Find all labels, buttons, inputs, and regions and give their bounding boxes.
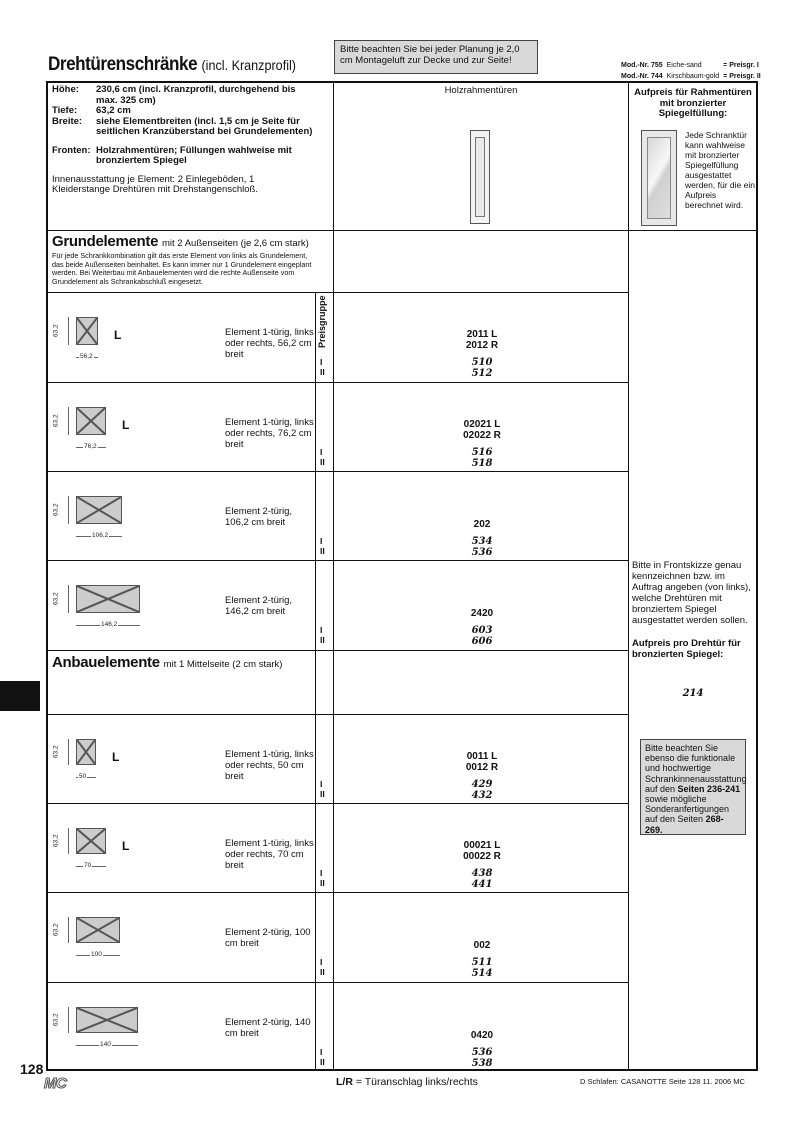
price-value: 512 [471, 368, 493, 379]
mirror-door-illustration [641, 130, 677, 226]
wood-frame-door-illustration [470, 130, 490, 224]
depth-dimension-line [68, 917, 69, 943]
width-dimension-label: 70 [84, 862, 92, 869]
width-dimension-label: 50 [79, 773, 87, 780]
element-description: Element 2-türig, 106,2 cm breit [225, 506, 293, 528]
element-prices [430, 868, 534, 890]
article-code: 2012 R [465, 340, 499, 351]
element-sketch [76, 739, 96, 765]
divider [315, 292, 316, 1070]
depth-dimension-label: 63,2 [52, 834, 60, 848]
element-description: Element 1-türig, links oder rechts, 56,2 cm breit [225, 327, 314, 360]
article-codes [430, 608, 534, 619]
price-group-labels [320, 957, 325, 977]
price-value: 432 [471, 790, 493, 801]
depth-dimension-line [68, 739, 69, 765]
hinge-side-label: L [122, 418, 130, 432]
divider [47, 382, 629, 383]
divider [47, 650, 629, 651]
depth-dimension-label: 63,2 [52, 414, 60, 428]
depth-dimension-line [68, 407, 69, 435]
price-group-labels [320, 357, 325, 377]
element-description: Element 1-türig, links oder rechts, 70 cm breit [225, 838, 314, 871]
price-value: 518 [471, 458, 493, 469]
page-number: 128 [20, 1061, 44, 1077]
hinge-side-label: L [114, 328, 122, 342]
element-sketch [76, 917, 120, 943]
section-heading-grundelemente: Grundelemente mit 2 Außenseiten (je 2,6 cm stark) [52, 233, 309, 250]
page-subtitle: (incl. Kranzprofil) [201, 57, 296, 73]
model-legend: Mod.-Nr. 755 Eiche-sand = Preisgr. I Mod.-Nr. 744 Kirschbaum-gold = Preisgr. II [621, 62, 761, 80]
price-group-heading: Preisgruppe [317, 295, 327, 348]
width-dimension-label: 56,2 [80, 353, 93, 360]
price-value: 606 [471, 636, 493, 647]
article-code: 0420 [470, 1030, 494, 1041]
element-sketch [76, 1007, 138, 1033]
element-description: Element 2-türig, 146,2 cm breit [225, 595, 293, 617]
depth-dimension-line [68, 585, 69, 613]
divider [47, 982, 629, 983]
price-group-label: II [320, 457, 325, 467]
article-code: 0012 R [465, 762, 499, 773]
hinge-side-label: L [122, 839, 130, 853]
element-sketch [76, 496, 122, 524]
element-description: Element 1-türig, links oder rechts, 76,2 cm breit [225, 417, 314, 450]
divider [47, 560, 629, 561]
price-value: 536 [471, 1047, 493, 1058]
element-sketch [76, 407, 106, 435]
element-prices [430, 779, 534, 801]
element-prices [430, 625, 534, 647]
article-codes [430, 1030, 534, 1041]
depth-dimension-label: 63,2 [52, 745, 60, 759]
price-group-label: II [320, 367, 325, 377]
planning-notice: Bitte beachten Sie bei jeder Planung je 2,0 cm Montageluft zur Decke und zur Seite! [334, 40, 538, 74]
price-value: 514 [471, 968, 493, 979]
element-description: Element 1-türig, links oder rechts, 50 cm breit [225, 749, 314, 782]
width-dimension-label: 100 [91, 951, 102, 958]
divider [47, 803, 629, 804]
mirror-surcharge-text: Jede Schranktür kann wahlweise mit bronzierter Spiegelfüllung ausgestattet werden, für die ein Aufpreis berechnet wird. [685, 130, 755, 210]
article-code: 2011 L [466, 329, 498, 340]
depth-dimension-line [68, 317, 69, 345]
hinge-side-label: L [112, 750, 120, 764]
depth-dimension-label: 63,2 [52, 503, 60, 517]
specifications: Höhe: 230,6 cm (incl. Kranzprofil, durchgehend bis max. 325 cm) Tiefe: 63,2 cm Breite: siehe Elementbreiten (incl. 1,5 cm je Seite für seitlichen Kranzüberstand bei Grundelementen) Fronten: Holzrahmentüren; Füllungen wahlweise mit bronziertem Spiegel Innenausstattung je Element: 2 Einlegeböden, 1 Kleiderstange Drehtüren mit Drehstangenschloß. [52, 84, 313, 195]
price-group-label: II [320, 546, 325, 556]
width-dimension-label: 76,2 [84, 443, 97, 450]
price-value: 516 [471, 447, 493, 458]
depth-dimension-label: 63,2 [52, 592, 60, 606]
article-codes [430, 840, 534, 862]
price-group-labels [320, 536, 325, 556]
width-dimension-label: 106,2 [92, 532, 109, 539]
depth-dimension-label: 63,2 [52, 923, 60, 937]
footer-meta: D Schlafen: CASANOTTE Seite 128 11. 2006 MC [580, 1077, 745, 1086]
price-group-label: I [320, 625, 323, 635]
element-prices [430, 357, 534, 379]
page-title: Drehtürenschränke (incl. Kranzprofil) [48, 54, 296, 75]
depth-dimension-line [68, 828, 69, 854]
article-code: 02022 R [463, 430, 501, 441]
width-dimension-label: 140 [100, 1041, 111, 1048]
article-code: 00021 L [463, 840, 501, 851]
price-group-label: I [320, 779, 323, 789]
element-description: Element 2-türig, 100 cm breit [225, 927, 311, 949]
price-group-label: II [320, 967, 325, 977]
front-sketch-note: Bitte in Frontskizze genau kennzeichnen bzw. im Auftrag angeben (von links), welche Drehtüren mit bronziertem Spiegel ausgestattet werden sollen. [632, 560, 751, 626]
price-group-label: I [320, 357, 323, 367]
price-value: 603 [471, 625, 493, 636]
price-value: 536 [471, 547, 493, 558]
element-prices [430, 957, 534, 979]
brand-logo: MC [44, 1075, 67, 1092]
side-tab-marker [0, 681, 40, 711]
price-group-label: I [320, 957, 323, 967]
per-door-surcharge-label: Aufpreis pro Drehtür für bronzierten Spiegel: [632, 638, 741, 660]
price-group-label: II [320, 789, 325, 799]
price-group-labels [320, 868, 325, 888]
article-codes [430, 940, 534, 951]
divider [47, 714, 629, 715]
element-sketch [76, 317, 98, 345]
price-value: 429 [471, 779, 493, 790]
depth-dimension-label: 63,2 [52, 1013, 60, 1027]
article-code: 0011 L [466, 751, 498, 762]
depth-dimension-label: 63,2 [52, 324, 60, 338]
price-value: 438 [471, 868, 493, 879]
element-sketch [76, 585, 140, 613]
article-codes [430, 519, 534, 530]
price-value: 538 [471, 1058, 493, 1069]
article-code: 202 [473, 519, 491, 530]
element-prices [430, 1047, 534, 1069]
article-codes [430, 329, 534, 351]
price-group-labels [320, 1047, 325, 1067]
section-heading-anbauelemente: Anbauelemente mit 1 Mittelseite (2 cm stark) [52, 654, 283, 671]
divider [47, 892, 629, 893]
interior-text: Innenausstattung je Element: 2 Einlegeböden, 1 Kleiderstange Drehtüren mit Drehstangenschloß. [52, 173, 258, 195]
price-group-label: II [320, 1057, 325, 1067]
element-sketch [76, 828, 106, 854]
price-value: 441 [471, 879, 493, 890]
element-prices [430, 447, 534, 469]
divider [47, 230, 757, 231]
depth-dimension-line [68, 496, 69, 524]
per-door-surcharge-price: 214 [682, 688, 704, 699]
article-code: 02021 L [463, 419, 501, 430]
price-group-label: I [320, 1047, 323, 1057]
article-code: 2420 [470, 608, 494, 619]
price-group-labels [320, 625, 325, 645]
price-group-label: I [320, 536, 323, 546]
divider [47, 292, 629, 293]
depth-dimension-line [68, 1007, 69, 1033]
price-group-label: II [320, 635, 325, 645]
price-group-label: I [320, 868, 323, 878]
article-code: 00022 R [463, 851, 501, 862]
divider [47, 471, 629, 472]
price-value: 534 [471, 536, 493, 547]
mirror-surcharge-heading: Aufpreis für Rahmentüren mit bronzierter Spiegelfüllung: [634, 87, 752, 119]
price-group-labels [320, 779, 325, 799]
price-group-label: II [320, 878, 325, 888]
price-group-labels [320, 447, 325, 467]
price-value: 511 [471, 957, 493, 968]
price-group-label: I [320, 447, 323, 457]
interior-hint-box: Bitte beachten Sie ebenso die funktionale und hochwertige Schrankinnenausstattung auf den Seiten 236-241 sowie mögliche Sonderanfertigungen auf den Seiten 268-269. [640, 739, 746, 835]
section-note: Für jede Schrankkombination gilt das erste Element von links als Grundelement, das beide Außenseiten beinhaltet. Es kann immer nur 1 Grundelement eingeplant werden. Bei Weiterbau mit Anbauelementen wird die rechte Außenseite vom Grundelement als Schrankabschluß eingesetzt. [52, 251, 312, 286]
article-code: 002 [473, 940, 491, 951]
element-description: Element 2-türig, 140 cm breit [225, 1017, 311, 1039]
price-value: 510 [471, 357, 493, 368]
width-dimension-label: 146,2 [101, 621, 118, 628]
element-prices [430, 536, 534, 558]
article-codes [430, 751, 534, 773]
article-codes [430, 419, 534, 441]
frame-doors-label: Holzrahmentüren [444, 85, 518, 96]
hinge-legend: L/R = Türanschlag links/rechts [336, 1076, 478, 1088]
